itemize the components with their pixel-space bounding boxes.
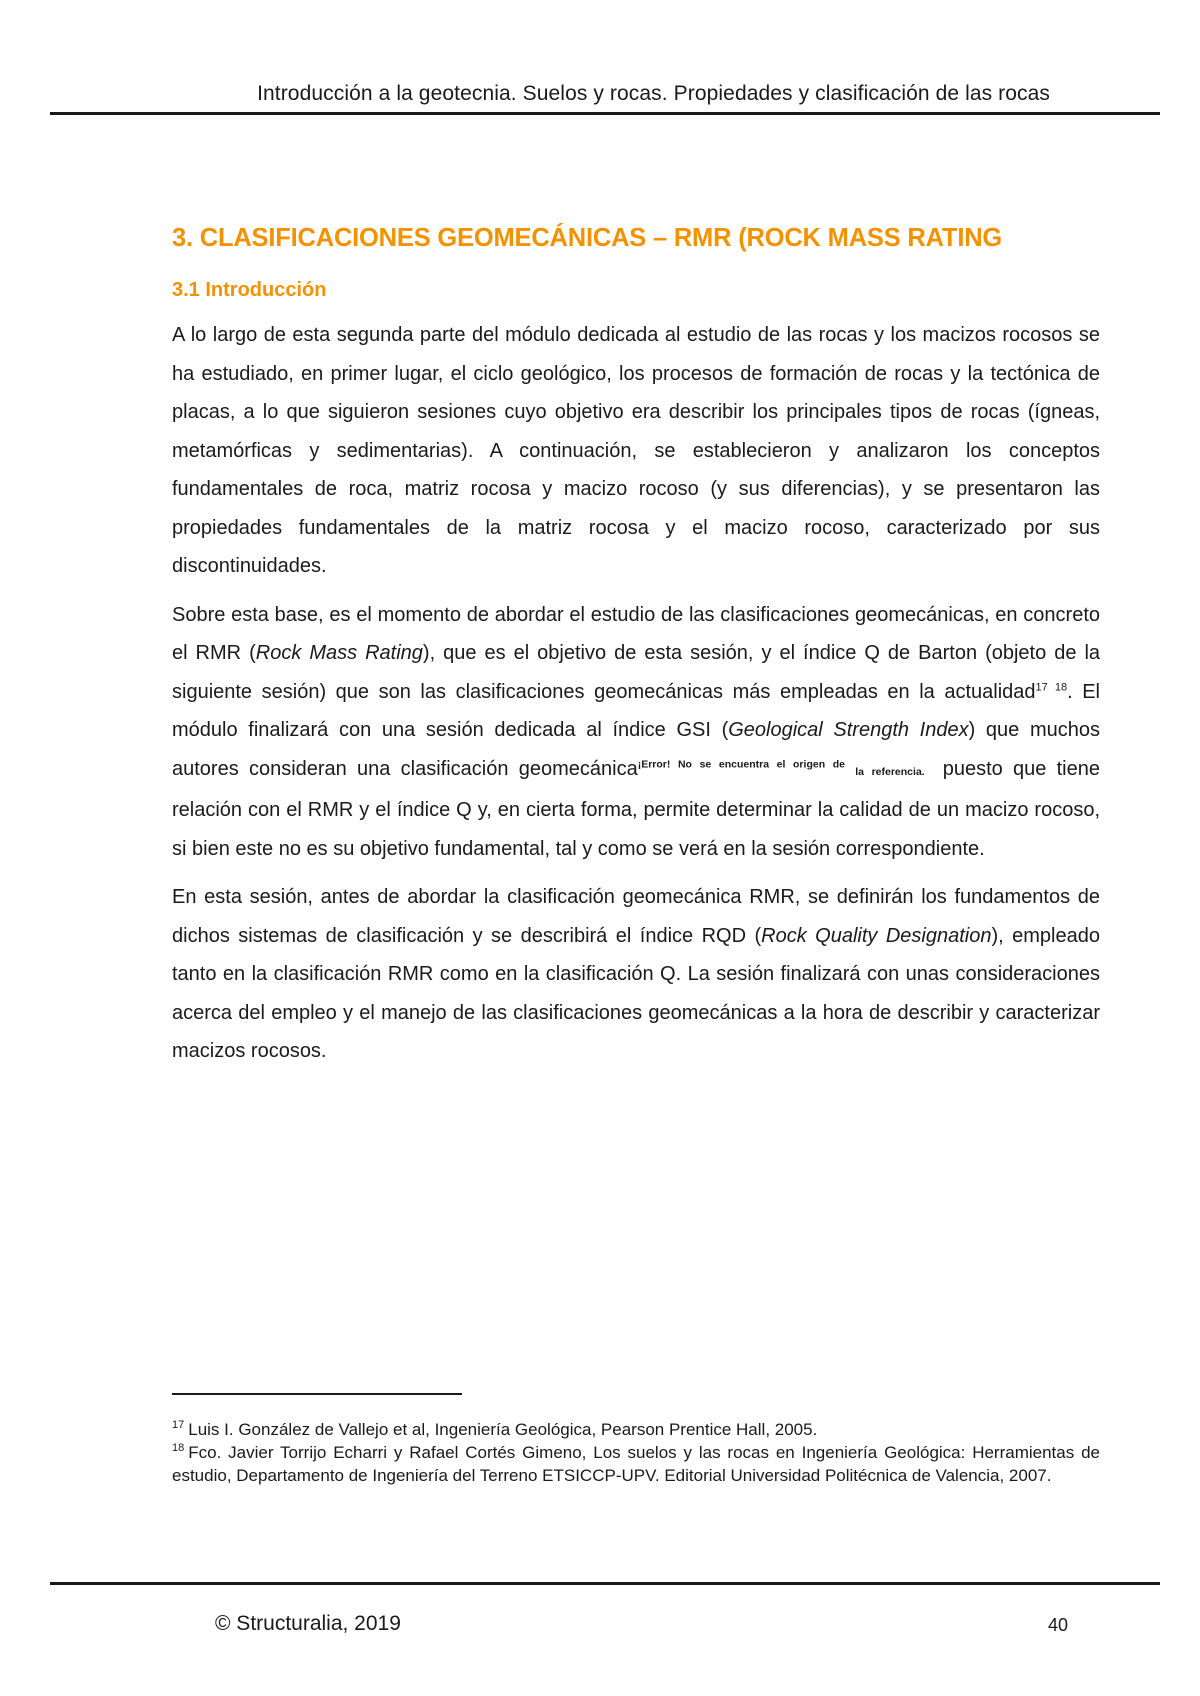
footnote-text: Fco. Javier Torrijo Echarri y Rafael Cortés Gimeno, Los suelos y las rocas en Ingeniería Geológica: Herramientas de estudio, Departamento de Ingeniería del Terreno ETSICCP-UPV. Editorial Universidad Politécnica de Valencia, 2007. bbox=[172, 1443, 1100, 1485]
paragraph-3 bbox=[172, 878, 1100, 1071]
paragraph-2-text-3: . El módulo finalizará con una sesión dedicada al índice GSI ( bbox=[172, 680, 1100, 741]
footnote-17 bbox=[172, 1418, 1100, 1441]
footer-copyright: © Structuralia, 2019 bbox=[215, 1612, 401, 1635]
broken-reference-field[interactable]: ¡Error! No se encuentra el origen de bbox=[637, 757, 845, 770]
broken-reference-field-tail[interactable]: la referencia. bbox=[855, 765, 925, 778]
page-number: 40 bbox=[1048, 1615, 1069, 1635]
footnote-number: 18 bbox=[172, 1442, 185, 1455]
rmr-term: Rock Mass Rating bbox=[255, 642, 423, 664]
rqd-term: Rock Quality Designation bbox=[761, 924, 992, 947]
gsi-term: Geological Strength Index bbox=[728, 719, 969, 741]
paragraph-2-text-2: ), que es el objetivo de esta sesión, y el índice Q de Barton (objeto de la siguiente sesión) que son las clasificaciones geomecánicas más empleadas en la actualidad bbox=[172, 642, 1101, 703]
paragraph-2 bbox=[172, 596, 1100, 869]
footer-divider bbox=[50, 1582, 1160, 1585]
subsection-title: 3.1 Introducción bbox=[172, 279, 327, 301]
header-divider bbox=[50, 112, 1160, 115]
paragraph-2-text-1: Sobre esta base, es el momento de abordar el estudio de las clasificaciones geomecánicas, en concreto el RMR ( bbox=[172, 603, 1100, 664]
footnote-reference[interactable]: 17 18 bbox=[1035, 680, 1068, 693]
footnote-separator bbox=[172, 1393, 462, 1395]
paragraph-2-text-4: ) que muchos autores consideran una clasificación geomecánica bbox=[172, 719, 1100, 780]
paragraph-3-text-2: ), empleado tanto en la clasificación RMR como en la clasificación Q. La sesión finalizará con unas consideraciones acerca del empleo y el manejo de las clasificaciones geomecánicas a la hora de describir y caracterizar macizos rocosos. bbox=[172, 924, 1100, 1062]
running-header: Introducción a la geotecnia. Suelos y rocas. Propiedades y clasificación de las rocas bbox=[257, 82, 1050, 105]
footnote-18 bbox=[172, 1441, 1100, 1487]
paragraph-2-text-5: puesto que tiene relación con el RMR y el índice Q y, en cierta forma, permite determinar la calidad de un macizo rocoso, si bien este no es su objetivo fundamental, tal y como se verá en la sesión correspondiente. bbox=[172, 757, 1100, 860]
paragraph-3-text-1: En esta sesión, antes de abordar la clasificación geomecánica RMR, se definirán los fundamentos de dichos sistemas de clasificación y se describirá el índice RQD ( bbox=[172, 886, 1100, 947]
footnote-text: Luis I. González de Vallejo et al, Ingeniería Geológica, Pearson Prentice Hall, 2005. bbox=[188, 1420, 818, 1439]
paragraph-1: A lo largo de esta segunda parte del módulo dedicada al estudio de las rocas y los macizos rocosos se ha estudiado, en primer lugar, el ciclo geológico, los procesos de formación de rocas y la tectónica de placas, a lo que siguieron sesiones cuyo objetivo era describir los principales tipos de rocas (ígneas, metamórficas y sedimentarias). A continuación, se establecieron y analizaron los conceptos fundamentales de roca, matriz rocosa y macizo rocoso (y sus diferencias), y se presentaron las propiedades fundamentales de la matriz rocosa y el macizo rocoso, caracterizado por sus discontinuidades. bbox=[172, 324, 1100, 577]
footnotes bbox=[172, 1418, 1100, 1487]
footnote-number: 17 bbox=[172, 1419, 185, 1432]
section-title: 3. CLASIFICACIONES GEOMECÁNICAS – RMR (ROCK MASS RATING bbox=[172, 224, 1003, 252]
main-content bbox=[172, 224, 1100, 1071]
